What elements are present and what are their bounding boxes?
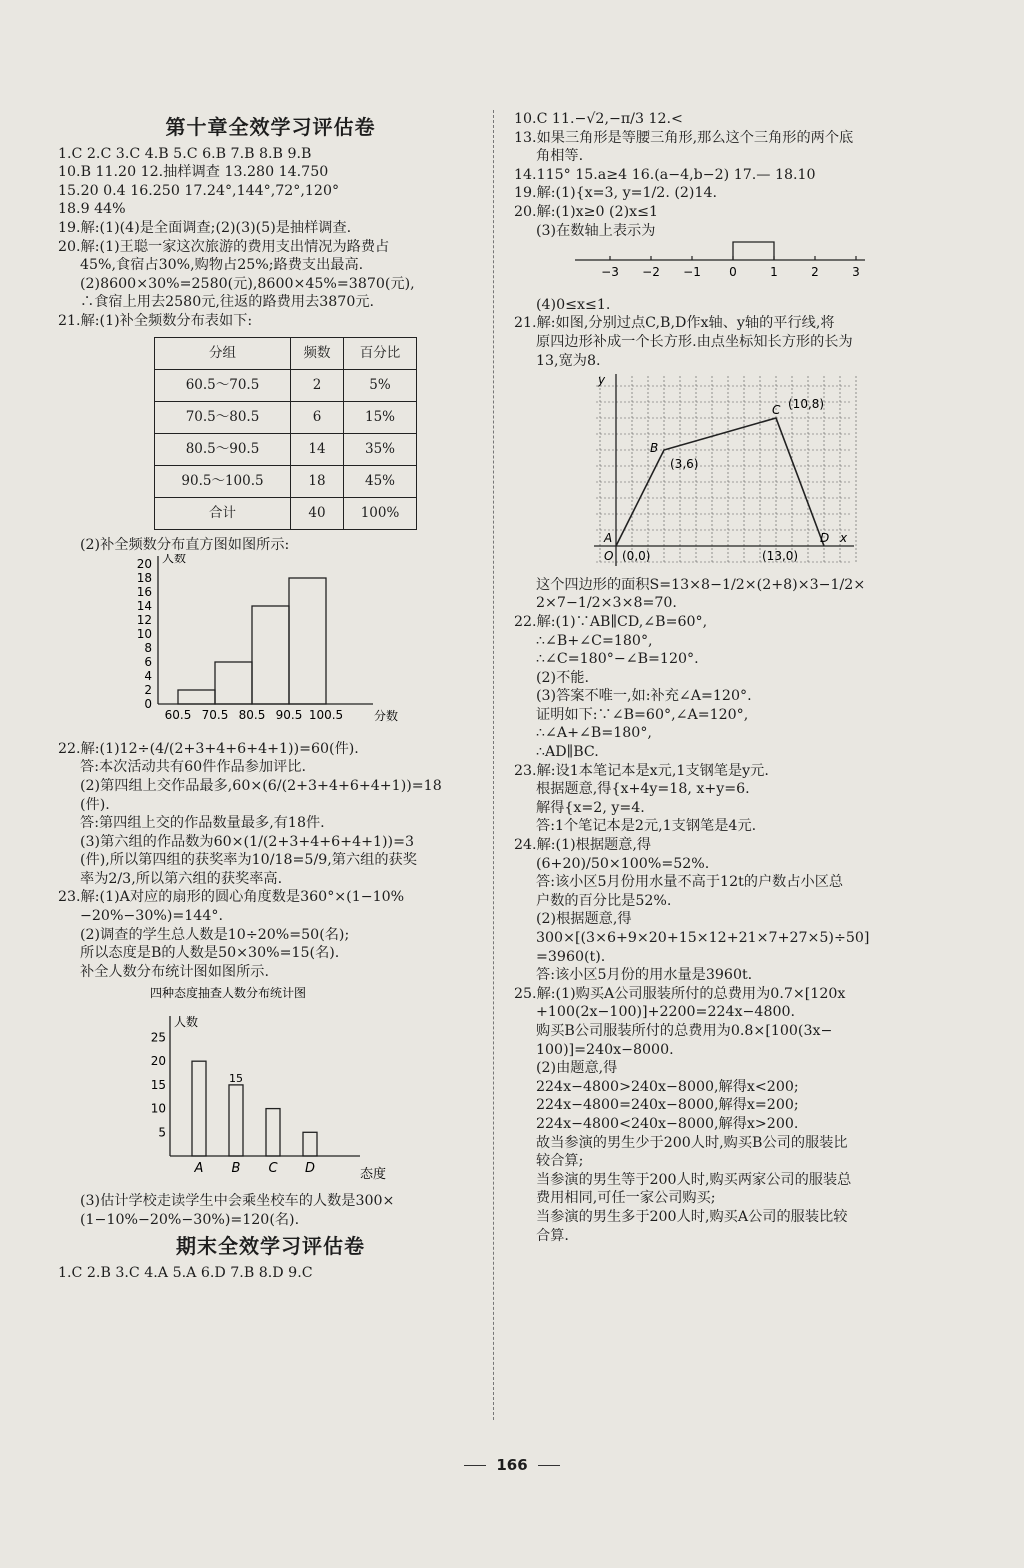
number-line: [570, 240, 900, 290]
answer-line: 19.解:(1)(4)是全面调查;(2)(3)(5)是抽样调查.: [58, 219, 352, 236]
coordinate-grid-figure: [590, 370, 860, 570]
answer-line: (1−10%−20%−30%)=120(名).: [80, 1211, 300, 1228]
answer-line: 20.解:(1)王聪一家这次旅游的费用支出情况为路费占: [58, 238, 390, 255]
answer-line: 率为2/3,所以第六组的获奖率高.: [80, 870, 283, 887]
right-answers-c: [514, 576, 938, 874]
table-cell: 合计: [155, 497, 291, 529]
y-tick-label: 8: [144, 641, 152, 656]
answer-line: 证明如下:∵∠B=60°,∠A=120°,: [536, 706, 749, 723]
table-row: [155, 497, 417, 529]
y-tick-label: 0: [144, 697, 152, 712]
number-tick-label: 0: [729, 265, 737, 280]
y-tick-label: 10: [150, 1102, 166, 1117]
y-tick-label: 4: [144, 669, 152, 684]
x-tick-label: 60.5: [164, 708, 192, 723]
x-axis-label: 态度: [360, 1167, 387, 1183]
table-cell: 40: [291, 497, 344, 529]
x-tick-label: 100.5: [308, 708, 344, 723]
answer-line: (2)根据题意,得: [536, 911, 632, 928]
answer-line: (2)由题意,得: [536, 1060, 618, 1077]
number-tick-label: −3: [601, 265, 619, 280]
point-label-b: B: [650, 441, 659, 456]
left-answers-a: [58, 145, 483, 331]
table-header-row: [155, 337, 417, 369]
point-label-c: C: [772, 403, 781, 418]
table-cell: 6: [291, 401, 344, 433]
answer-line: (2)第四组上交作品最多,60×(6/(2+3+4+6+4+1))=18: [80, 777, 442, 794]
table-cell: 100%: [344, 497, 417, 529]
table-cell: 2: [291, 369, 344, 401]
x-tick-label: D: [304, 1161, 316, 1177]
answer-line: −20%−30%)=144°.: [80, 908, 223, 925]
page-number-footer: [0, 1456, 1024, 1474]
answer-line: 当参演的男生等于200人时,购买两家公司的服装总: [536, 1171, 852, 1188]
answer-line: 购买B公司服装所付的总费用为0.8×[100(3x−: [536, 1022, 833, 1039]
answer-line: (2)调查的学生总人数是10÷20%=50(名);: [80, 926, 350, 943]
answer-line: (3)第六组的作品数为60×(1/(2+3+4+6+4+1))=3: [80, 833, 414, 850]
answer-line: 13.如果三角形是等腰三角形,那么这个三角形的两个底: [514, 129, 854, 146]
answer-line: 当参演的男生多于200人时,购买A公司的服装比较: [536, 1208, 848, 1225]
coord-label-c: (10,8): [788, 397, 825, 412]
answer-line: 21.解:如图,分别过点C,B,D作x轴、y轴的平行线,将: [514, 315, 835, 332]
table-cell: 14: [291, 433, 344, 465]
x-axis-label: 分数: [374, 709, 398, 724]
answer-line: (4)0≤x≤1.: [536, 296, 611, 313]
y-axis-label: y: [598, 373, 606, 388]
answer-line: (件),所以第四组的获奖率为10/18=5/9,第六组的获奖: [80, 852, 417, 869]
x-tick-label: B: [231, 1161, 241, 1177]
x-tick-label: 90.5: [275, 708, 303, 723]
frequency-table: [154, 337, 417, 530]
number-tick-label: 2: [811, 265, 819, 280]
final-answers-line: 1.C 2.B 3.C 4.A 5.A 6.D 7.B 8.D 9.C: [58, 1264, 313, 1281]
answer-line: (件).: [80, 796, 110, 813]
x-tick-label: 80.5: [238, 708, 266, 723]
answer-line: 补全人数分布统计图如图所示.: [80, 963, 269, 980]
y-tick-label: 10: [136, 627, 152, 642]
answer-line: 20.解:(1)x≥0 (2)x≤1: [514, 203, 659, 220]
y-tick-label: 5: [158, 1125, 166, 1140]
answer-line: 答:该小区5月份的用水量是3960t.: [536, 967, 753, 984]
footer-dash: [538, 1465, 560, 1466]
answer-line: 1.C 2.C 3.C 4.B 5.C 6.B 7.B 8.B 9.B: [58, 145, 312, 162]
table-cell: 18: [291, 465, 344, 497]
answer-line: 较合算;: [536, 1153, 584, 1170]
answer-line: 25.解:(1)购买A公司服装所付的总费用为0.7×[120x: [514, 985, 846, 1002]
table-cell: 90.5～100.5: [155, 465, 291, 497]
attitude-bar: [266, 1109, 280, 1156]
answer-line: ∴∠B+∠C=180°,: [536, 632, 653, 649]
y-tick-label: 2: [144, 683, 152, 698]
x-axis-label: x: [840, 531, 848, 546]
histogram-caption: (2)补全频数分布直方图如图所示:: [80, 536, 290, 553]
chart-title: 四种态度抽查人数分布统计图: [149, 986, 307, 1001]
column-divider: [493, 110, 494, 1420]
answer-line: 10.B 11.20 12.抽样调查 13.280 14.750: [58, 164, 329, 181]
answer-line: 224x−4800<240x−8000,解得x>200.: [536, 1115, 799, 1132]
table-header: 百分比: [344, 337, 417, 369]
answer-line: 45%,食宿占30%,购物占25%;路费支出最高.: [80, 257, 364, 274]
answer-line: (2)8600×30%=2580(元),8600×45%=3870(元),: [80, 275, 415, 292]
frequency-histogram: [58, 554, 398, 734]
number-tick-label: 3: [852, 265, 860, 280]
answer-line: 户数的百分比是52%.: [536, 892, 672, 909]
y-tick-label: 20: [136, 557, 152, 572]
answer-line: 22.解:(1)12÷(4/(2+3+4+6+4+1))=60(件).: [58, 740, 359, 757]
answer-line: (3)估计学校走读学生中会乘坐校车的人数是300×: [80, 1193, 395, 1210]
answer-line: 23.解:设1本笔记本是x元,1支钢笔是y元.: [514, 762, 769, 779]
coord-label-b: (3,6): [670, 457, 699, 472]
point-label-a: A: [604, 531, 613, 546]
answer-line: 合算.: [536, 1227, 569, 1244]
answer-line: 15.20 0.4 16.250 17.24°,144°,72°,120°: [58, 182, 340, 199]
table-cell: 70.5～80.5: [155, 401, 291, 433]
answer-line: ∴食宿上用去2580元,往返的路费用去3870元.: [80, 294, 375, 311]
answer-line: 18.9 44%: [58, 201, 126, 218]
chapter-title: 第十章全效学习评估卷: [165, 115, 376, 139]
point-label-o: O: [604, 549, 614, 564]
answer-line: (3)在数轴上表示为: [536, 222, 656, 239]
answer-line: 解得{x=2, y=4.: [536, 799, 645, 816]
table-cell: 15%: [344, 401, 417, 433]
attitude-bar: [192, 1062, 206, 1157]
attitude-bar: [303, 1133, 317, 1157]
data-label: 15: [229, 1072, 243, 1086]
table-cell: 45%: [344, 465, 417, 497]
answer-line: 角相等.: [536, 148, 584, 165]
footer-dash: [464, 1465, 486, 1466]
y-tick-label: 14: [136, 599, 152, 614]
attitude-bar-chart: [58, 981, 398, 1186]
x-tick-label: 70.5: [201, 708, 229, 723]
answer-line: 224x−4800=240x−8000,解得x=200;: [536, 1097, 799, 1114]
answer-line: 19.解:(1){x=3, y=1/2. (2)14.: [514, 185, 718, 202]
histogram-bar: [215, 662, 252, 704]
left-answers-c: [58, 1192, 483, 1229]
answer-line: 费用相同,可任一家公司购买;: [536, 1190, 716, 1207]
solution-interval: [733, 242, 774, 260]
answer-line: 原四边形补成一个长方形.由点坐标知长方形的长为: [536, 333, 853, 350]
table-cell: 60.5～70.5: [155, 369, 291, 401]
number-tick-label: −2: [642, 265, 660, 280]
answer-line: 这个四边形的面积S=13×8−1/2×(2+8)×3−1/2×: [536, 576, 866, 593]
answer-line: ∴AD∥BC.: [536, 744, 599, 761]
coord-label-d: (13,0): [762, 549, 799, 564]
y-axis-label: 人数: [162, 554, 187, 566]
number-tick-label: 1: [770, 265, 778, 280]
answer-line: 10.C 11.−√2,−π/3 12.<: [514, 111, 683, 127]
answer-line: (2)不能.: [536, 669, 589, 686]
right-answers-d: [514, 873, 938, 1245]
y-axis-label: 人数: [174, 1015, 199, 1030]
table-header: 频数: [291, 337, 344, 369]
answer-line: 2×7−1/2×3×8=70.: [536, 595, 677, 612]
right-answers-b: [514, 296, 938, 370]
x-tick-label: A: [194, 1161, 204, 1177]
answer-line: ∴∠C=180°−∠B=120°.: [536, 651, 699, 668]
answer-line: 答:本次活动共有60件作品参加评比.: [80, 759, 306, 776]
left-answers-b: [58, 740, 483, 982]
y-tick-label: 25: [150, 1030, 166, 1045]
answer-line: 故当参演的男生少于200人时,购买B公司的服装比: [536, 1134, 848, 1151]
point-label-d: D: [820, 531, 830, 546]
table-cell: 35%: [344, 433, 417, 465]
answer-line: 21.解:(1)补全频数分布表如下:: [58, 312, 253, 329]
answer-line: 13,宽为8.: [536, 352, 601, 369]
number-tick-label: −1: [683, 265, 701, 280]
answer-line: 答:第四组上交的作品数量最多,有18件.: [80, 815, 325, 832]
final-exam-title: 期末全效学习评估卷: [176, 1234, 365, 1259]
table-row: [155, 465, 417, 497]
answer-line: 答:该小区5月份用水量不高于12t的户数占小区总: [536, 874, 844, 891]
histogram-bar: [289, 578, 326, 704]
table-row: [155, 369, 417, 401]
answer-line: =3960(t).: [536, 948, 606, 965]
coord-label-o: (0,0): [622, 549, 651, 564]
answer-line: ∴∠A+∠B=180°,: [536, 725, 652, 742]
answer-line: 100)]=240x−8000.: [536, 1041, 674, 1058]
y-tick-label: 20: [150, 1054, 166, 1069]
answer-line: 23.解:(1)A对应的扇形的圆心角度数是360°×(1−10%: [58, 889, 405, 906]
x-tick-label: C: [268, 1161, 278, 1177]
right-answers-a: [514, 110, 938, 240]
answer-line: 22.解:(1)∵AB∥CD,∠B=60°,: [514, 613, 708, 630]
page-number: 166: [496, 1456, 528, 1474]
y-tick-label: 16: [136, 585, 152, 600]
table-cell: 5%: [344, 369, 417, 401]
answer-line: (6+20)/50×100%=52%.: [536, 855, 710, 872]
answer-line: 300×[(3×6+9×20+15×12+21×7+27×5)÷50]: [536, 930, 870, 946]
answer-line: 根据题意,得{x+4y=18, x+y=6.: [536, 781, 750, 798]
y-tick-label: 6: [144, 655, 152, 670]
table-row: [155, 401, 417, 433]
answer-line: 24.解:(1)根据题意,得: [514, 837, 652, 854]
y-tick-label: 12: [136, 613, 152, 628]
left-column: [58, 110, 483, 1282]
y-tick-label: 15: [150, 1078, 166, 1093]
right-column: [514, 110, 938, 1245]
attitude-bar: [229, 1085, 243, 1156]
answer-line: 14.115° 15.a≥4 16.(a−4,b−2) 17.— 18.10: [514, 166, 816, 183]
answer-line: (3)答案不唯一,如:补充∠A=120°.: [536, 688, 752, 705]
answer-line: 所以态度是B的人数是50×30%=15(名).: [80, 945, 340, 962]
answer-line: 224x−4800>240x−8000,解得x<200;: [536, 1078, 799, 1095]
table-row: [155, 433, 417, 465]
histogram-bar: [252, 606, 289, 704]
table-header: 分组: [155, 337, 291, 369]
table-cell: 80.5～90.5: [155, 433, 291, 465]
y-tick-label: 18: [136, 571, 152, 586]
histogram-bar: [178, 690, 215, 704]
answer-line: 答:1个笔记本是2元,1支钢笔是4元.: [536, 818, 757, 835]
answer-line: +100(2x−100)]+2200=224x−4800.: [536, 1004, 796, 1021]
